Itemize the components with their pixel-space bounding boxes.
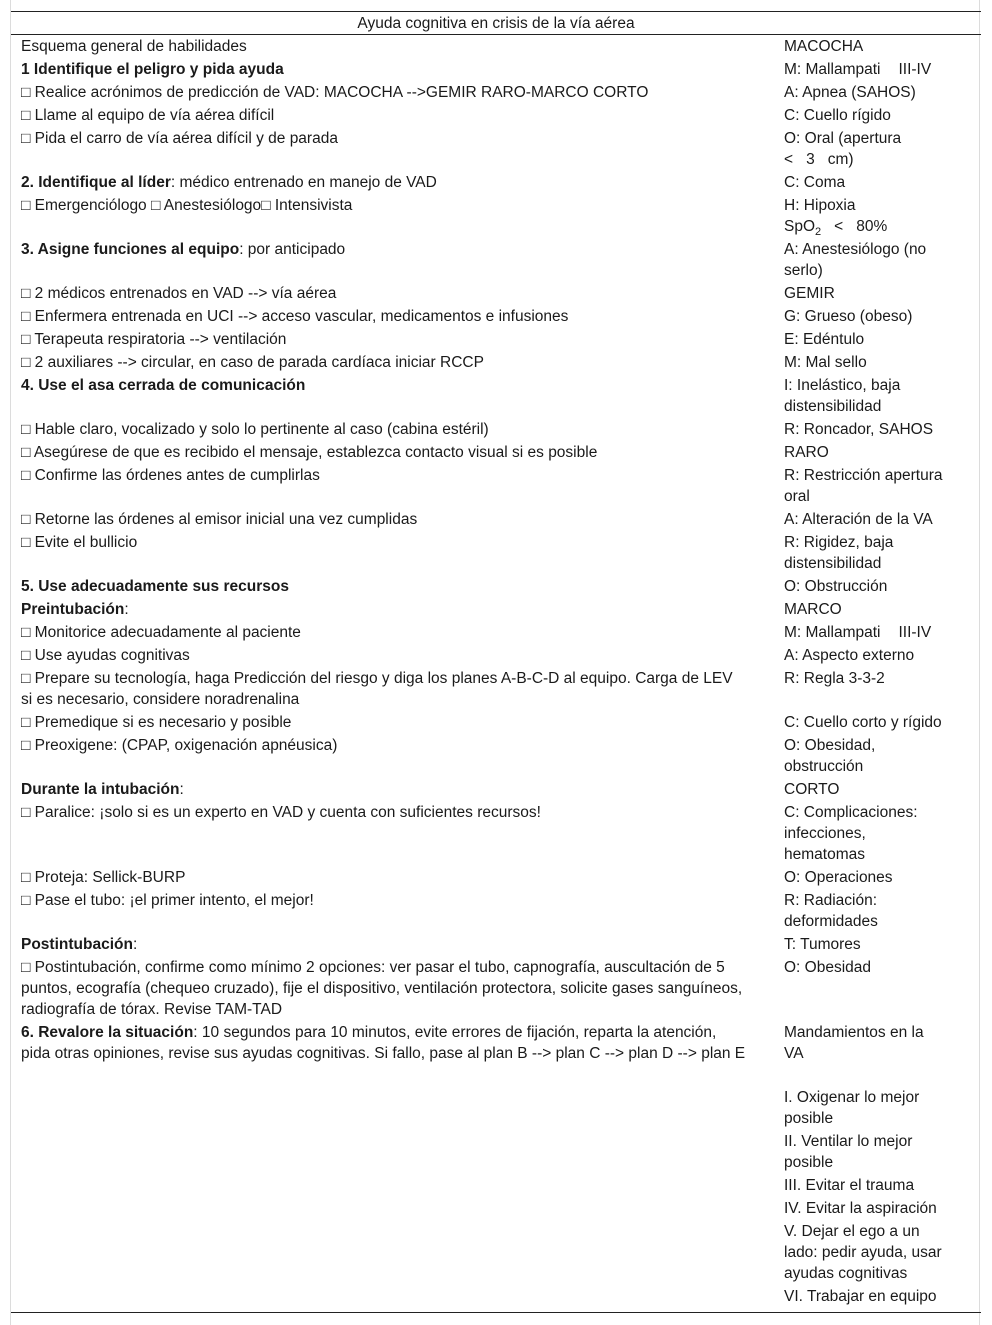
macocha-o-cont [784,149,854,170]
list-item: □ Pida el carro de vía aérea difícil y de parada [21,130,338,147]
gemir-item: M: Mal sello [784,354,867,371]
raro-item: R: Restricción apertura oral [784,467,943,505]
marco-item: C: Cuello corto y rígido [784,714,942,731]
section-6-title: 6. Revalore la situación [21,1024,194,1041]
less-than-sign: < [784,151,794,168]
colon: : [124,601,129,618]
raro-item: O: Obstrucción [784,578,888,595]
corto-item: T: Tumores [784,936,861,953]
gemir-item: E: Edéntulo [784,331,865,348]
mandamientos-title: Mandamientos en la VA [784,1024,924,1062]
table-top-rule [11,11,981,12]
macocha-a: A: Apnea (SAHOS) [784,84,916,101]
macocha-c: C: Cuello rígido [784,107,891,124]
right-column-header: MACOCHA [784,38,864,55]
spo2-value: 80% [856,218,888,235]
list-item: □ Enfermera entrenada en UCI --> acceso vascular, medicamentos e infusiones [21,308,569,325]
mandamiento-item: I. Oxigenar lo mejor posible [784,1089,920,1127]
marco-title: MARCO [784,601,842,618]
list-item: □ Terapeuta respiratoria --> ventilación [21,331,287,348]
section-2-description: : médico entrenado en manejo de VAD [170,174,437,191]
list-item: □ Use ayudas cognitivas [21,647,190,664]
list-item: □ Evite el bullicio [21,534,138,551]
postintubation-title: Postintubación [21,936,133,953]
list-item: □ Premedique si es necesario y posible [21,714,292,731]
section-4-heading [21,375,305,396]
list-item: □ Pase el tubo: ¡el primer intento, el mejor! [21,892,314,909]
marco-m [784,622,931,643]
list-item: □ Llame al equipo de vía aérea difícil [21,107,275,124]
mandamiento-item: V. Dejar el ego a un lado: pedir ayuda, usar ayudas cognitivas [784,1223,942,1282]
marco-item: O: Obesidad, obstrucción [784,737,876,775]
corto-item: O: Obesidad [784,959,872,976]
opening-unit: cm) [827,151,854,168]
list-item: □ Emergenciólogo □ Anestesiólogo□ Intensivista [21,197,353,214]
corto-item: R: Radiación: deformidades [784,892,878,930]
section-2-title: 2. Identifique al líder [21,174,171,191]
list-item: □ Retorne las órdenes al emisor inicial una vez cumplidas [21,511,418,528]
gemir-item: R: Roncador, SAHOS [784,421,934,438]
mandamiento-item: VI. Trabajar en equipo [784,1288,937,1305]
gemir-item: I: Inelástico, baja distensibilidad [784,377,901,415]
during-intubation-heading [21,779,184,800]
section-5-heading [21,576,289,597]
macocha-a2: A: Anestesiólogo (no serlo) [784,241,927,279]
section-1-title: 1 Identifique el peligro y pida ayuda [21,61,284,78]
macocha-o: O: Oral (apertura [784,130,902,147]
mandamiento-item: IV. Evitar la aspiración [784,1200,937,1217]
left-column-header: Esquema general de habilidades [21,38,247,55]
section-3-description: : por anticipado [239,241,346,258]
preintubation-title: Preintubación [21,601,125,618]
colon: : [132,936,138,953]
macocha-m [784,59,931,80]
corto-title: CORTO [784,781,840,798]
preintubation-heading [21,599,129,620]
section-2-heading [21,172,437,193]
list-item: □ Proteja: Sellick-BURP [21,869,186,886]
raro-item: R: Rigidez, baja distensibilidad [784,534,894,572]
section-1-heading [21,59,284,80]
list-item: □ Confirme las órdenes antes de cumplirlas [21,467,320,484]
gemir-item: G: Grueso (obeso) [784,308,913,325]
section-6-description: : 10 segundos para 10 minutos, evite errores de fijación, reparta la atención, pida otras opiniones, revise sus ayudas cognitivas. Si fallo, pase al plan B --> plan C --> plan D --> plan E [21,1024,746,1062]
raro-item: A: Alteración de la VA [784,511,933,528]
gemir-title: GEMIR [784,285,835,302]
list-item: □ Hable claro, vocalizado y solo lo pertinente al caso (cabina estéril) [21,421,489,438]
list-item: □ Monitorice adecuadamente al paciente [21,624,301,641]
list-item: □ Prepare su tecnología, haga Predicción del riesgo y diga los planes A-B-C-D al equipo. Carga de LEV si es necesario, considere noradrenalina [21,670,733,708]
table-title: Ayuda cognitiva en crisis de la vía aérea [357,15,635,32]
marco-item: R: Regla 3-3-2 [784,670,885,687]
section-3-title: 3. Asigne funciones al equipo [21,241,240,258]
spo2-subscript: 2 [815,226,822,239]
macocha-h: H: Hipoxia [784,197,856,214]
corto-item: C: Complicaciones: infecciones, hematomas [784,804,918,863]
marco-m-label: M: Mallampati [784,624,881,641]
opening-value: 3 [806,151,815,168]
list-item: □ Preoxigene: (CPAP, oxigenación apnéusica) [21,737,338,754]
list-item: □ 2 auxiliares --> circular, en caso de parada cardíaca iniciar RCCP [21,354,484,371]
table-bottom-rule [11,1312,981,1313]
section-3-heading [21,239,345,260]
macocha-m-grade: III-IV [898,61,932,78]
less-than-sign: < [834,218,844,235]
section-6-heading [21,1022,746,1064]
list-item: □ Realice acrónimos de predicción de VAD: MACOCHA -->GEMIR RARO-MARCO CORTO [21,84,649,101]
marco-item: A: Aspecto externo [784,647,915,664]
marco-m-grade: III-IV [898,624,932,641]
section-4-title: 4. Use el asa cerrada de comunicación [21,377,306,394]
list-item: □ Paralice: ¡solo si es un experto en VAD y cuenta con suficientes recursos! [21,804,541,821]
mandamiento-item: III. Evitar el trauma [784,1177,915,1194]
list-item: □ Postintubación, confirme como mínimo 2 opciones: ver pasar el tubo, capnografía, auscultación de 5 puntos, ecografía (chequeo cruzado), fije el dispositivo, ventilación protectora, solicite gases sanguíneos, radiografía de tórax. Revise TAM-TAD [21,959,743,1018]
list-item: □ 2 médicos entrenados en VAD --> vía aérea [21,285,337,302]
corto-item: O: Operaciones [784,869,893,886]
raro-title: RARO [784,444,829,461]
mandamiento-item: II. Ventilar lo mejor posible [784,1133,913,1171]
table-header-rule [11,34,981,35]
macocha-c2: C: Coma [784,174,846,191]
list-item: □ Asegúrese de que es recibido el mensaje, establezca contacto visual si es posible [21,444,598,461]
colon: : [179,781,184,798]
spo2-label: SpO [784,218,816,235]
macocha-m-label: M: Mallampati [784,61,881,78]
postintubation-heading [21,934,137,955]
section-5-title: 5. Use adecuadamente sus recursos [21,578,289,595]
during-intubation-title: Durante la intubación [21,781,180,798]
